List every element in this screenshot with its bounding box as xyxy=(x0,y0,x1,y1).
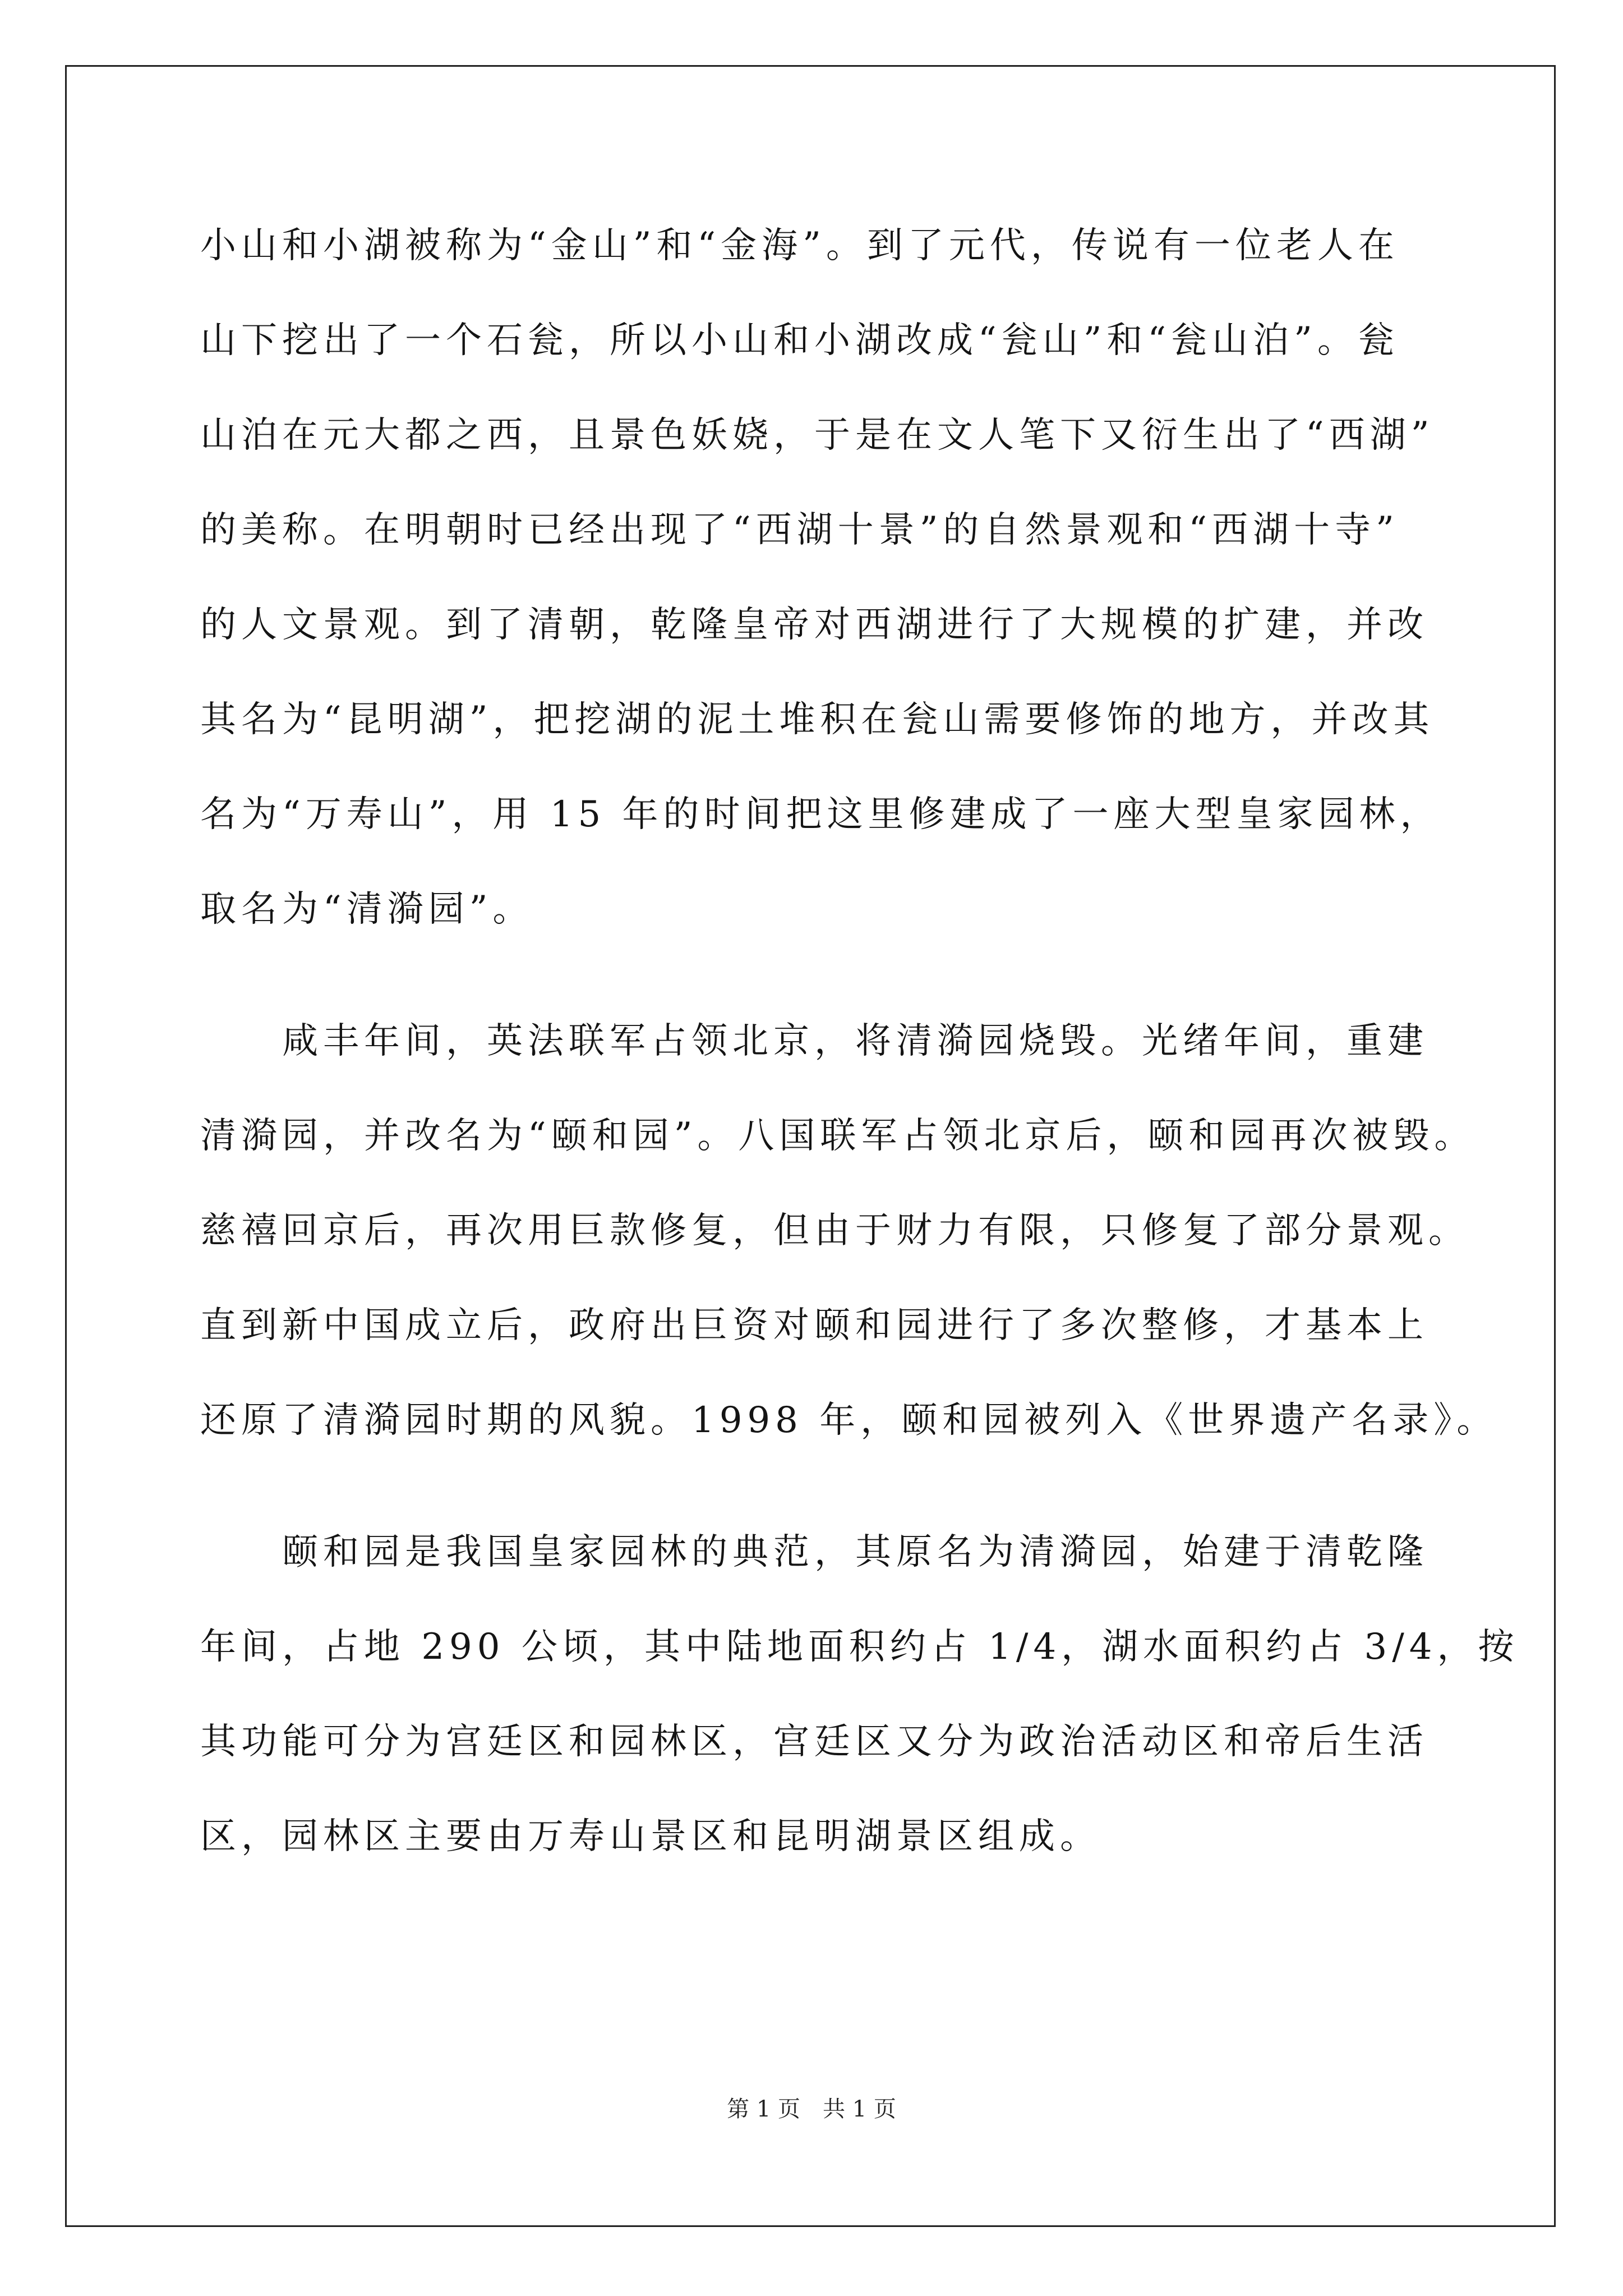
text-line: 的美称。在明朝时已经出现了“西湖十景”的自然景观和“西湖十寺” xyxy=(200,509,1399,551)
text-line: 区，园林区主要由万寿山景区和昆明湖景区组成。 xyxy=(200,1816,1101,1857)
text-line: 小山和小湖被称为“金山”和“金海”。到了元代，传说有一位老人在 xyxy=(200,225,1399,266)
text-line: 还原了清漪园时期的风貌。1998 年，颐和园被列入《世界遗产名录》。 xyxy=(200,1400,1498,1441)
paragraph-gap xyxy=(200,1468,1434,1505)
text-line: 颐和园是我国皇家园林的典范，其原名为清漪园，始建于清乾隆 xyxy=(200,1531,1428,1573)
text-line: 名为“万寿山”，用 15 年的时间把这里修建成了一座大型皇家园林， xyxy=(200,794,1441,835)
text-line: 山下挖出了一个石瓮，所以小山和小湖改成“瓮山”和“瓮山泊”。瓮 xyxy=(200,320,1399,361)
text-line: 咸丰年间，英法联军占领北京，将清漪园烧毁。光绪年间，重建 xyxy=(200,1020,1428,1062)
text-line: 其名为“昆明湖”，把挖湖的泥土堆积在瓮山需要修饰的地方，并改其 xyxy=(200,699,1435,740)
text-line: 取名为“清漪园”。 xyxy=(200,889,534,930)
text-line: 其功能可分为宫廷区和园林区，宫廷区又分为政治活动区和帝后生活 xyxy=(200,1721,1428,1763)
text-line: 山泊在元大都之西，且景色妖娆，于是在文人笔下又衍生出了“西湖” xyxy=(200,415,1435,456)
page-number-footer: 第 1 页 共 1 页 xyxy=(727,2096,896,2122)
text-line: 年间，占地 290 公顷，其中陆地面积约占 1/4，湖水面积约占 3/4，按 xyxy=(200,1626,1519,1668)
paragraph-gap xyxy=(200,957,1434,994)
document-body xyxy=(200,199,1519,1884)
text-line: 清漪园，并改名为“颐和园”。八国联军占领北京后，颐和园再次被毁。 xyxy=(200,1115,1476,1157)
text-line: 慈禧回京后，再次用巨款修复，但由于财力有限，只修复了部分景观。 xyxy=(200,1210,1469,1251)
text-line: 直到新中国成立后，政府出巨资对颐和园进行了多次整修，才基本上 xyxy=(200,1305,1428,1346)
text-line: 的人文景观。到了清朝，乾隆皇帝对西湖进行了大规模的扩建，并改 xyxy=(200,604,1428,646)
